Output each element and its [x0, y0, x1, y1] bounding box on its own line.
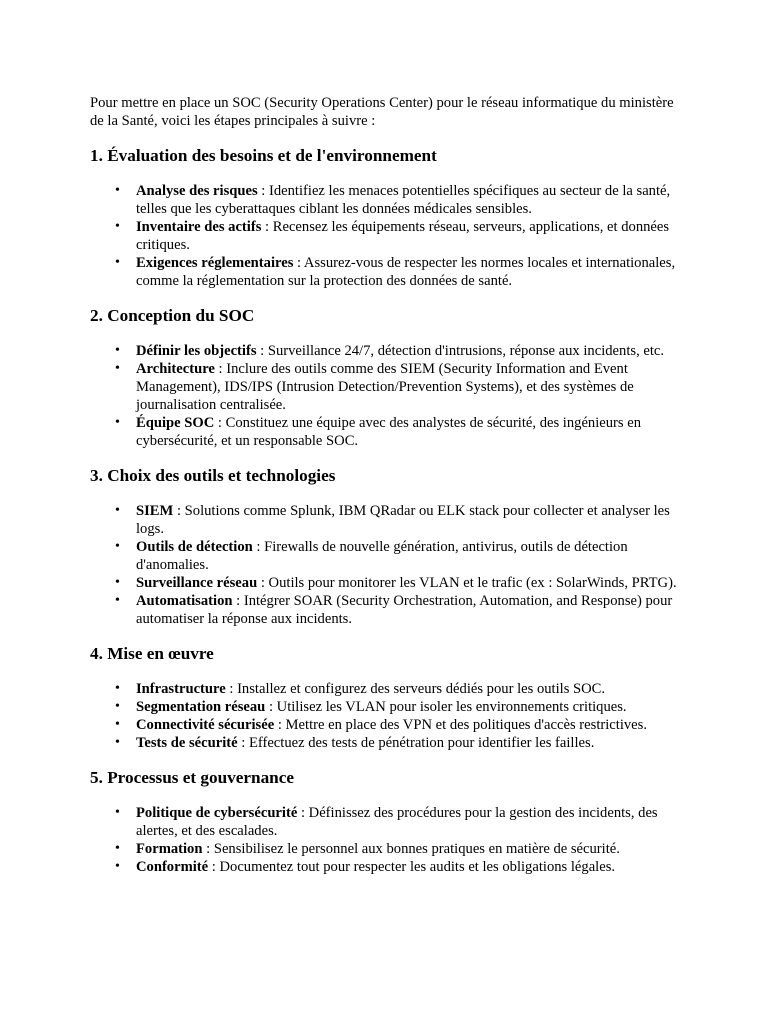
list-item-text: : Utilisez les VLAN pour isoler les environnements critiques. — [265, 699, 627, 715]
section-heading: 4. Mise en œuvre — [90, 644, 214, 663]
list-item-term: Infrastructure — [136, 681, 226, 697]
list-item — [115, 858, 678, 876]
list-item-term: Analyse des risques — [136, 183, 258, 199]
list-item-text: : Documentez tout pour respecter les audits et les obligations légales. — [208, 859, 616, 875]
bullet-icon: • — [115, 805, 120, 820]
list-item-text: : Effectuez des tests de pénétration pour identifier les failles. — [237, 735, 595, 751]
bullet-list — [90, 342, 678, 450]
list-item-term: Connectivité sécurisée — [136, 717, 275, 733]
list-item-text: : Définissez des procédures pour la gestion des incidents, des alertes, et des escalades. — [136, 805, 658, 839]
list-item-term: Architecture — [136, 361, 215, 377]
list-item-text: : Identifiez les menaces potentielles spécifiques au secteur de la santé, telles que les cyberattaques ciblant les données médicales sensibles. — [136, 183, 671, 217]
list-item-text: : Firewalls de nouvelle génération, antivirus, outils de détection d'anomalies. — [136, 539, 628, 573]
list-item-text: : Outils pour monitorer les VLAN et le trafic (ex : SolarWinds, PRTG). — [257, 575, 677, 591]
bullet-icon: • — [115, 593, 120, 608]
bullet-icon: • — [115, 255, 120, 270]
list-item-term: SIEM — [136, 503, 174, 519]
list-item-text: : Inclure des outils comme des SIEM (Security Information and Event Management), IDS/IPS (Intrusion Detection/Prevention Systems), et des systèmes de journalisation centralisée. — [136, 361, 634, 413]
list-item-term: Surveillance réseau — [136, 575, 258, 591]
list-item-term: Définir les objectifs — [136, 343, 257, 359]
list-item-text: : Mettre en place des VPN et des politiques d'accès restrictives. — [274, 717, 647, 733]
list-item-term: Inventaire des actifs — [136, 219, 262, 235]
intro-paragraph: Pour mettre en place un SOC (Security Operations Center) pour le réseau informatique du ministère de la Santé, voici les étapes principales à suivre : — [90, 95, 674, 129]
bullet-icon: • — [115, 717, 120, 732]
list-item — [115, 804, 678, 840]
bullet-list — [90, 502, 678, 628]
list-item — [115, 716, 678, 734]
bullet-icon: • — [115, 343, 120, 358]
bullet-icon: • — [115, 681, 120, 696]
bullet-list — [90, 182, 678, 290]
list-item-term: Conformité — [136, 859, 209, 875]
list-item — [115, 538, 678, 574]
section-heading: 5. Processus et gouvernance — [90, 768, 294, 787]
section-heading: 3. Choix des outils et technologies — [90, 466, 336, 485]
bullet-icon: • — [115, 183, 120, 198]
section-heading: 1. Évaluation des besoins et de l'environnement — [90, 146, 437, 165]
bullet-icon: • — [115, 575, 120, 590]
bullet-icon: • — [115, 841, 120, 856]
bullet-icon: • — [115, 415, 120, 430]
bullet-list — [90, 680, 678, 752]
list-item-text: : Installez et configurez des serveurs dédiés pour les outils SOC. — [225, 681, 606, 697]
list-item — [115, 502, 678, 538]
list-item — [115, 734, 678, 752]
list-item — [115, 342, 678, 360]
list-item — [115, 360, 678, 414]
list-item — [115, 182, 678, 218]
list-item — [115, 218, 678, 254]
list-item-text: : Intégrer SOAR (Security Orchestration, Automation, and Response) pour automatiser la réponse aux incidents. — [136, 593, 673, 627]
list-item-term: Automatisation — [136, 593, 233, 609]
list-item-text: : Sensibilisez le personnel aux bonnes pratiques en matière de sécurité. — [202, 841, 620, 857]
section-heading: 2. Conception du SOC — [90, 306, 255, 325]
list-item-term: Exigences réglementaires — [136, 255, 294, 271]
list-item-text: : Constituez une équipe avec des analystes de sécurité, des ingénieurs en cybersécurité, et un responsable SOC. — [136, 415, 642, 449]
bullet-list — [90, 804, 678, 876]
bullet-icon: • — [115, 859, 120, 874]
list-item-term: Segmentation réseau — [136, 699, 266, 715]
list-item — [115, 254, 678, 290]
list-item-text: : Surveillance 24/7, détection d'intrusions, réponse aux incidents, etc. — [256, 343, 665, 359]
list-item-term: Politique de cybersécurité — [136, 805, 298, 821]
list-item — [115, 680, 678, 698]
bullet-icon: • — [115, 503, 120, 518]
list-item — [115, 574, 678, 592]
bullet-icon: • — [115, 219, 120, 234]
bullet-icon: • — [115, 699, 120, 714]
list-item — [115, 698, 678, 716]
bullet-icon: • — [115, 539, 120, 554]
list-item-term: Formation — [136, 841, 203, 857]
list-item-text: : Assurez-vous de respecter les normes locales et internationales, comme la réglementation sur la protection des données de santé. — [136, 255, 676, 289]
list-item — [115, 592, 678, 628]
list-item-term: Outils de détection — [136, 539, 253, 555]
list-item-text: : Solutions comme Splunk, IBM QRadar ou ELK stack pour collecter et analyser les logs. — [136, 503, 670, 537]
list-item — [115, 414, 678, 450]
list-item-term: Équipe SOC — [136, 415, 215, 431]
list-item-text: : Recensez les équipements réseau, serveurs, applications, et données critiques. — [136, 219, 670, 253]
list-item-term: Tests de sécurité — [136, 735, 238, 751]
bullet-icon: • — [115, 735, 120, 750]
list-item — [115, 840, 678, 858]
bullet-icon: • — [115, 361, 120, 376]
